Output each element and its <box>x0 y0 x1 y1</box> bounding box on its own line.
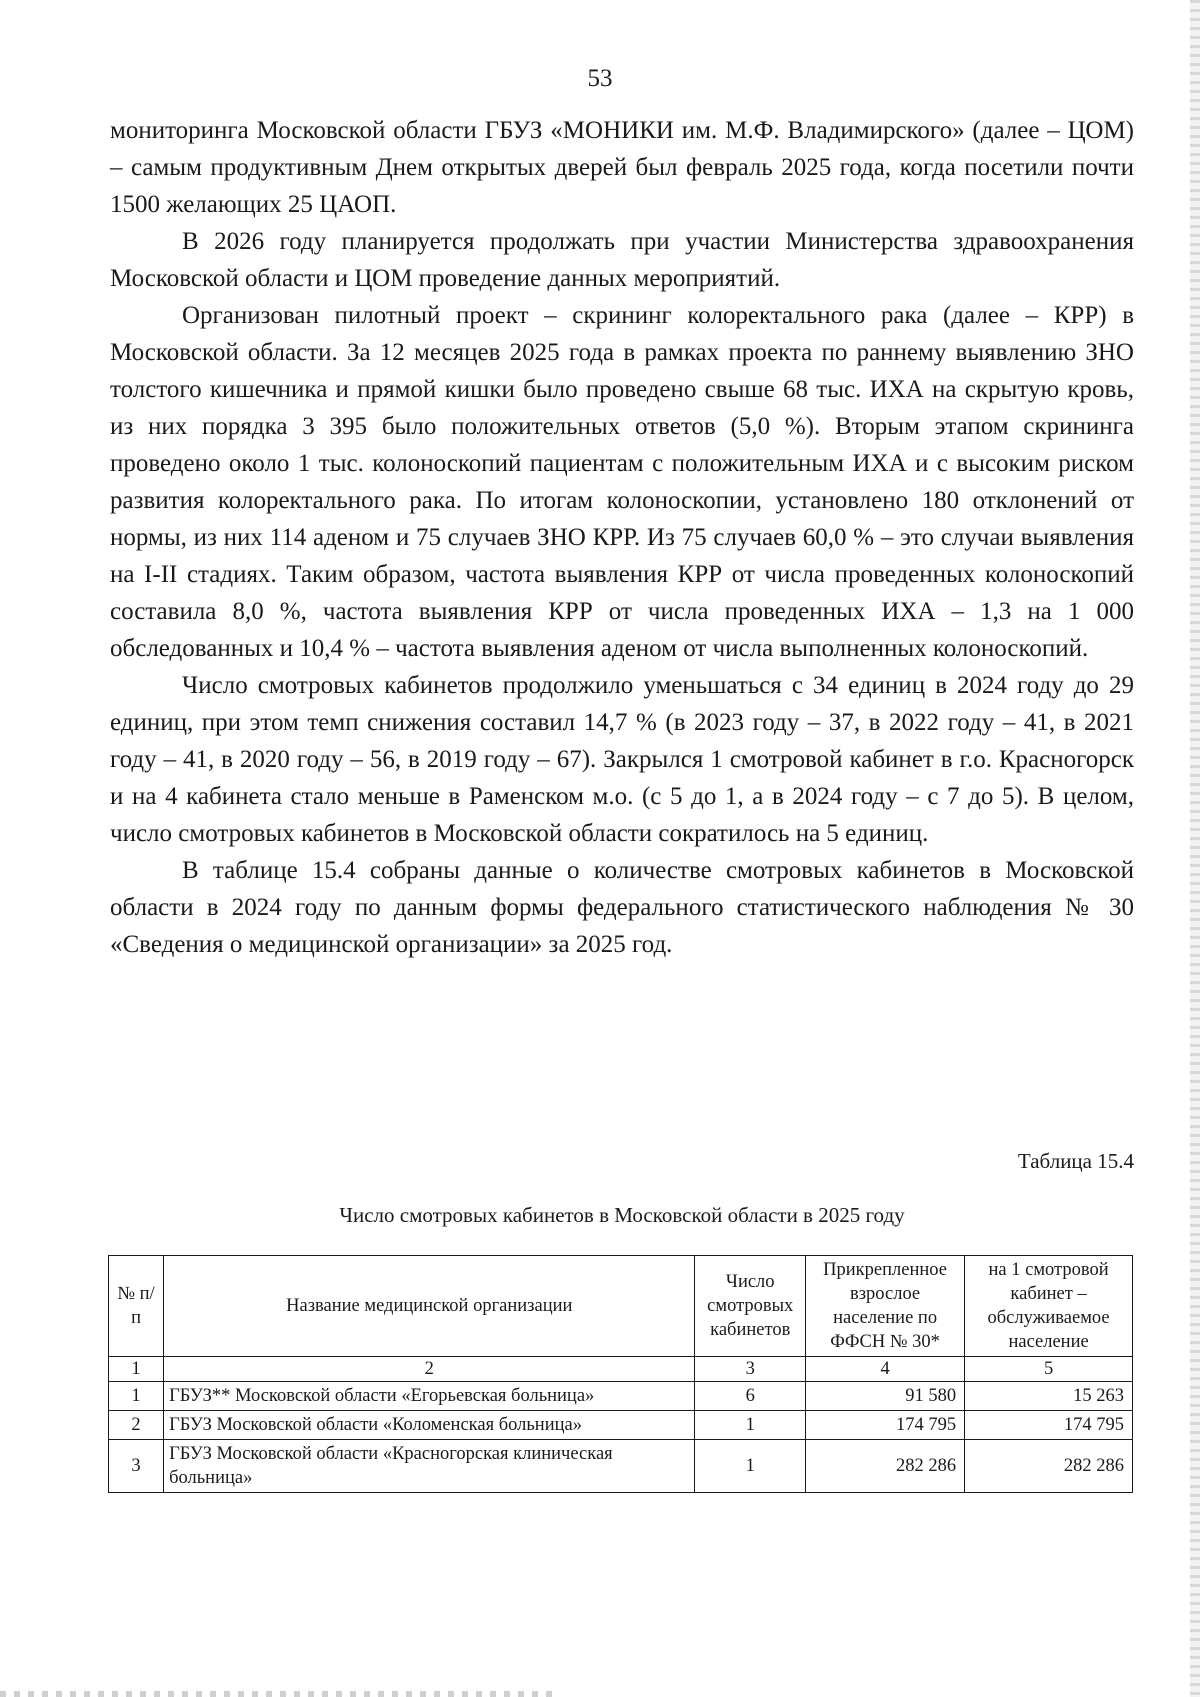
scan-bottom-artifact <box>0 1691 560 1697</box>
header-number: № п/п <box>109 1256 164 1357</box>
table-header-row <box>109 1256 1133 1357</box>
table-caption: Число смотровых кабинетов в Московской области в 2025 году <box>339 1203 905 1227</box>
cell-population-per-room: 15 263 <box>965 1382 1133 1411</box>
page-number: 53 <box>587 65 613 92</box>
body-text <box>110 112 1134 963</box>
paragraph-colorectal-screening: Организован пилотный проект – скрининг колоректального рака (далее – КРР) в Московской области. За 12 месяцев 2025 года в рамках проекта по раннему выявлению ЗНО толстого кишечника и прямой кишки было проведено свыше 68 тыс. ИХА на скрытую кровь, из них порядка 3 395 было положительных ответов (5,0 %). Вторым этапом скрининга проведено около 1 тыс. колоноскопий пациентам с положительным ИХА и с высоким риском развития колоректального рака. По итогам колоноскопии, установлено 180 отклонений от нормы, из них 114 аденом и 75 случаев ЗНО КРР. Из 75 случаев 60,0 % – это случаи выявления на I-II стадиях. Таким образом, частота выявления КРР от числа проведенных колоноскопий составила 8,0 %, частота выявления КРР от числа проведенных ИХА – 1,3 на 1 000 обследованных и 10,4 % – частота выявления аденом от числа выполненных колоноскопий. <box>110 302 1134 662</box>
table-row <box>109 1440 1133 1493</box>
header-room-count: Число смотровых кабинетов <box>695 1256 806 1357</box>
cell-number: 1 <box>109 1382 164 1411</box>
cell-number: 2 <box>109 1411 164 1440</box>
column-index: 5 <box>965 1357 1133 1382</box>
column-index: 3 <box>695 1357 806 1382</box>
column-index: 4 <box>806 1357 965 1382</box>
cell-attached-population: 174 795 <box>806 1411 965 1440</box>
scan-edge-artifact <box>1190 0 1200 1697</box>
header-attached-population: Прикрепленное взрослое население по ФФСН № 30* <box>806 1256 965 1357</box>
cell-room-count: 1 <box>695 1440 806 1493</box>
cell-room-count: 6 <box>695 1382 806 1411</box>
table-number-label: Таблица 15.4 <box>1017 1149 1134 1173</box>
header-organization: Название медицинской организации <box>164 1256 695 1357</box>
column-index: 2 <box>164 1357 695 1382</box>
cell-population-per-room: 282 286 <box>965 1440 1133 1493</box>
cell-attached-population: 91 580 <box>806 1382 965 1411</box>
table-row <box>109 1411 1133 1440</box>
paragraph-plans-2026: В 2026 году планируется продолжать при участии Министерства здравоохранения Московской области и ЦОМ проведение данных мероприятий. <box>110 228 1134 292</box>
paragraph-exam-rooms: Число смотровых кабинетов продолжило уменьшаться с 34 единиц в 2024 году до 29 единиц, при этом темп снижения составил 14,7 % (в 2023 году – 37, в 2022 году – 41, в 2021 году – 41, в 2020 году – 56, в 2019 году – 67). Закрылся 1 смотровой кабинет в г.о. Красногорск и на 4 кабинета стало меньше в Раменском м.о. (с 5 до 1, а в 2024 году – с 7 до 5). В целом, число смотровых кабинетов в Московской области сократилось на 5 единиц. <box>110 672 1134 847</box>
table-column-index-row <box>109 1357 1133 1382</box>
cell-population-per-room: 174 795 <box>965 1411 1133 1440</box>
cell-number: 3 <box>109 1440 164 1493</box>
exam-rooms-table <box>108 1255 1133 1493</box>
cell-organization: ГБУЗ Московской области «Красногорская клиническая больница» <box>164 1440 695 1493</box>
header-population-per-room: на 1 смотровой кабинет – обслуживаемое население <box>965 1256 1133 1357</box>
paragraph-table-intro: В таблице 15.4 собраны данные о количестве смотровых кабинетов в Московской области в 2024 году по данным формы федерального статистического наблюдения № 30 «Сведения о медицинской организации» за 2025 год. <box>110 857 1134 958</box>
table-row <box>109 1382 1133 1411</box>
column-index: 1 <box>109 1357 164 1382</box>
cell-attached-population: 282 286 <box>806 1440 965 1493</box>
cell-organization: ГБУЗ Московской области «Коломенская больница» <box>164 1411 695 1440</box>
cell-organization: ГБУЗ** Московской области «Егорьевская больница» <box>164 1382 695 1411</box>
cell-room-count: 1 <box>695 1411 806 1440</box>
paragraph-continuation: мониторинга Московской области ГБУЗ «МОНИКИ им. М.Ф. Владимирского» (далее – ЦОМ) – самым продуктивным Днем открытых дверей был февраль 2025 года, когда посетили почти 1500 желающих 25 ЦАОП. <box>110 117 1134 218</box>
